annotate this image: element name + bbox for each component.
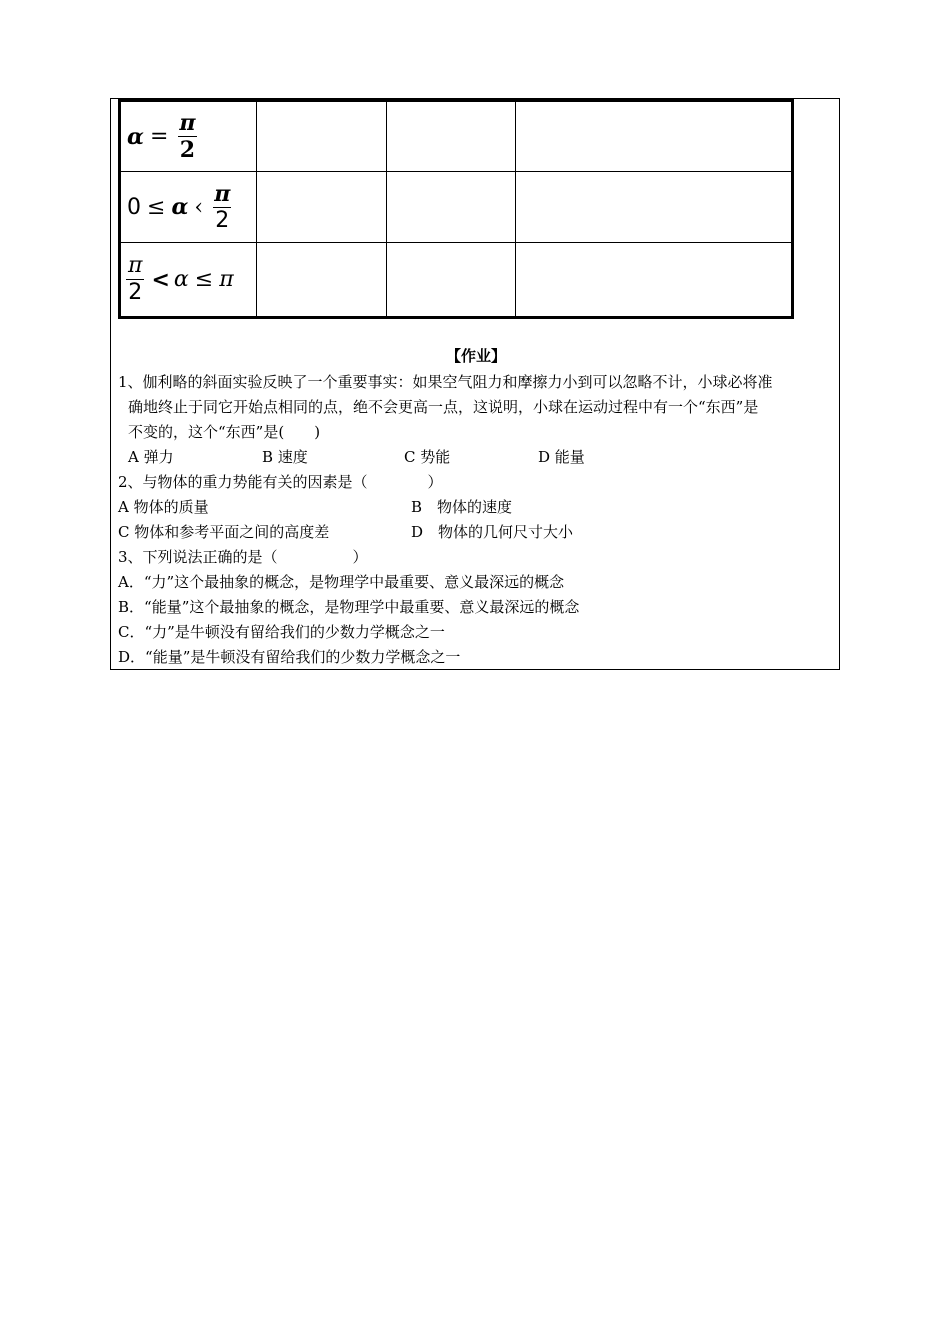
- condition-zero-to-half-pi: [121, 180, 256, 233]
- math-op: ‹: [194, 194, 204, 220]
- fraction-denominator: 2: [215, 207, 230, 233]
- q2-option-b: B 物体的速度: [411, 498, 513, 516]
- fraction-numerator: π: [214, 180, 231, 207]
- table-row: [120, 243, 793, 318]
- math-var: α: [127, 123, 144, 150]
- math-var: α: [171, 194, 189, 220]
- q1-option-b: B 速度: [262, 448, 308, 466]
- table-cell: [257, 172, 387, 243]
- fraction-numerator: π: [128, 253, 143, 278]
- math-op: =: [149, 124, 169, 149]
- table-cell: [516, 172, 793, 243]
- condition-half-pi-to-pi: [121, 255, 256, 304]
- fraction-denominator: 2: [179, 137, 196, 163]
- math-var: α: [173, 267, 189, 292]
- q1-option-d: D 能量: [538, 448, 585, 466]
- q1-line-1: 1、伽利略的斜面实验反映了一个重要事实：如果空气阻力和摩擦力小到可以忽略不计，小球必将准: [118, 373, 773, 391]
- table-cell: [257, 101, 387, 172]
- table-cell: [257, 243, 387, 318]
- angle-table: [118, 99, 794, 319]
- q1-option-c: C 势能: [404, 448, 451, 466]
- q1-line-3: 不变的，这个“东西”是( ): [128, 423, 321, 441]
- homework-title: 【作业】: [445, 347, 506, 365]
- q3-option-c: C．“力”是牛顿没有留给我们的少数力学概念之一: [118, 623, 445, 641]
- table-cell: [516, 101, 793, 172]
- table-cell: [516, 243, 793, 318]
- q3-stem: 3、下列说法正确的是（ ）: [118, 548, 368, 566]
- table-cell: [387, 101, 516, 172]
- table-cell: [387, 172, 516, 243]
- math-op: ≤: [194, 267, 214, 292]
- fraction-denominator: 2: [128, 280, 143, 305]
- condition-cell: [120, 101, 257, 172]
- q3-option-b: B．“能量”这个最抽象的概念，是物理学中最重要、意义最深远的概念: [118, 598, 580, 616]
- table-cell: [387, 243, 516, 318]
- math-fraction: [212, 180, 232, 233]
- q2-option-a: A 物体的质量: [118, 498, 209, 516]
- math-var: π: [219, 267, 234, 292]
- q1-line-2: 确地终止于同它开始点相同的点，绝不会更高一点，这说明，小球在运动过程中有一个“东西”是: [128, 398, 759, 416]
- q3-option-a: A．“力”这个最抽象的概念，是物理学中最重要、意义最深远的概念: [118, 573, 565, 591]
- condition-cell: [120, 172, 257, 243]
- q2-option-d: D 物体的几何尺寸大小: [411, 523, 574, 541]
- table-row: [120, 172, 793, 243]
- table-row: [120, 101, 793, 172]
- q2-stem: 2、与物体的重力势能有关的因素是（ ）: [118, 473, 443, 491]
- condition-alpha-equals-half-pi: [121, 112, 256, 161]
- math-op: <: [151, 266, 170, 293]
- q2-option-c: C 物体和参考平面之间的高度差: [118, 523, 330, 541]
- condition-cell: [120, 243, 257, 318]
- homework-section: [118, 343, 834, 666]
- fraction-numerator: π: [179, 110, 196, 136]
- math-fraction: [126, 255, 144, 304]
- math-fraction: [177, 112, 197, 161]
- math-number: 0: [127, 194, 141, 220]
- math-op: ≤: [147, 194, 166, 220]
- q1-option-a: A 弹力: [128, 448, 174, 466]
- q3-option-d: D．“能量”是牛顿没有留给我们的少数力学概念之一: [118, 648, 461, 666]
